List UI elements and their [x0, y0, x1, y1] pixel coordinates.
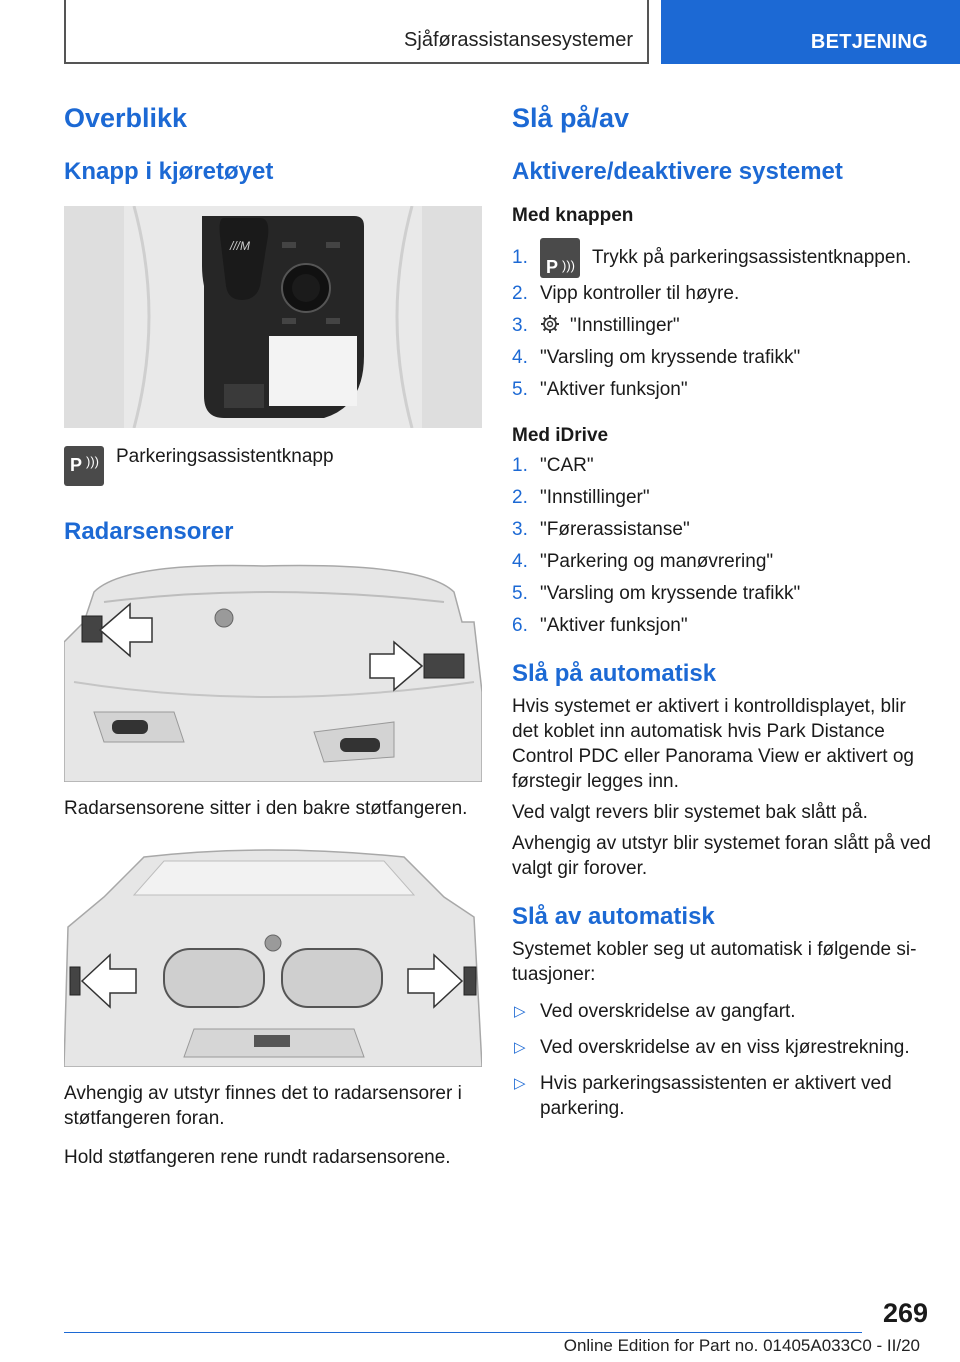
footer-divider	[64, 1332, 862, 1333]
button-in-vehicle-heading: Knapp i kjøretøyet	[64, 158, 274, 185]
list-item: 1. "CAR"	[512, 455, 594, 476]
on-off-heading: Slå på/av	[512, 103, 630, 133]
auto-on-heading: Slå på automatisk	[512, 660, 717, 687]
front-sensor-description: Avhengig av utstyr finnes det to radarsensorer i støtfangeren foran.	[64, 1083, 462, 1129]
gear-icon	[540, 310, 564, 342]
center-console-image	[64, 206, 482, 428]
parking-assistant-icon: P )))	[64, 446, 104, 486]
park-assist-legend	[64, 444, 482, 490]
front-bumper-image	[64, 847, 482, 1067]
front-right-sensor-marker	[464, 967, 476, 995]
list-item: 2. Vipp kontroller til høyre.	[512, 283, 740, 304]
auto-on-paragraph: Hvis systemet er aktivert i kontrolldisplayet, blir det koblet inn automatisk hvis Park Distance Control PDC eller Panorama View er aktivert og førstegir legges inn.	[512, 696, 914, 792]
list-item: 6. "Aktiver funksjon"	[512, 615, 688, 636]
overview-heading: Overblikk	[64, 103, 188, 133]
rear-sensor-description: Radarsensorene sitter i den bakre støtfangeren.	[64, 798, 468, 819]
svg-text:///M: ///M	[230, 239, 250, 253]
list-item: 3. "Førerassistanse"	[512, 519, 690, 540]
header-chapter-label: BETJENING	[810, 31, 928, 53]
list-item: 4. "Varsling om kryssende trafikk"	[512, 347, 801, 368]
park-assist-button-caption: Parkeringsassistentknapp	[116, 446, 334, 467]
header-section-box	[64, 0, 649, 64]
list-item: 3. "Innstillinger"	[512, 310, 932, 342]
with-idrive-heading: Med iDrive	[512, 425, 609, 446]
list-item: ▷ Hvis parkeringsassistenten er aktivert ved parkering.	[514, 1073, 892, 1119]
auto-on-reverse: Ved valgt revers blir systemet bak slått på.	[512, 802, 868, 823]
triangle-right-icon: ▷	[514, 1003, 526, 1020]
rear-bumper-drawing	[64, 562, 482, 782]
auto-off-paragraph: Systemet kobler seg ut automatisk i følgende si‐tuasjoner:	[512, 939, 917, 985]
list-item: 2. "Innstillinger"	[512, 487, 650, 508]
center-console-drawing	[64, 206, 482, 428]
triangle-right-icon: ▷	[514, 1075, 526, 1092]
button-steps-list	[512, 238, 932, 406]
left-column	[64, 96, 482, 1170]
header-section-title: Sjåførassistansesystemer	[404, 29, 633, 51]
list-item: 5. "Varsling om kryssende trafikk"	[512, 583, 801, 604]
radar-sensors-heading: Radarsensorer	[64, 518, 234, 545]
right-column	[512, 96, 932, 1132]
list-item: ▷ Ved overskridelse av gangfart.	[514, 1001, 796, 1022]
page-number: 269	[882, 1298, 928, 1328]
activate-deactivate-heading: Aktivere/deaktivere systemet	[512, 158, 843, 185]
rear-right-sensor-marker	[424, 654, 464, 678]
list-item: 5. "Aktiver funksjon"	[512, 379, 688, 400]
list-item: 1. P ))) Trykk på parkeringsassistentknappen.	[512, 238, 932, 278]
rear-bumper-image	[64, 562, 482, 782]
rear-left-sensor-marker	[82, 616, 102, 642]
with-button-heading: Med knappen	[512, 205, 634, 226]
edition-note: Online Edition for Part no. 01405A033C0 - II/20	[563, 1336, 920, 1355]
keep-clean-note: Hold støtfangeren rene rundt radarsensorene.	[64, 1147, 451, 1168]
auto-off-heading: Slå av automatisk	[512, 903, 715, 930]
auto-on-forward: Avhengig av utstyr blir systemet foran slått på ved valgt gir forover.	[512, 833, 931, 879]
auto-off-conditions	[512, 999, 932, 1121]
idrive-steps-list	[512, 450, 932, 642]
parking-assistant-icon: P )))	[540, 238, 580, 278]
header-chapter-tab	[661, 0, 960, 64]
list-item: ▷ Ved overskridelse av en viss kjørestrekning.	[514, 1037, 910, 1058]
front-left-sensor-marker	[70, 967, 80, 995]
triangle-right-icon: ▷	[514, 1039, 526, 1056]
list-item: 4. "Parkering og manøvrering"	[512, 551, 774, 572]
front-bumper-drawing	[64, 847, 482, 1067]
